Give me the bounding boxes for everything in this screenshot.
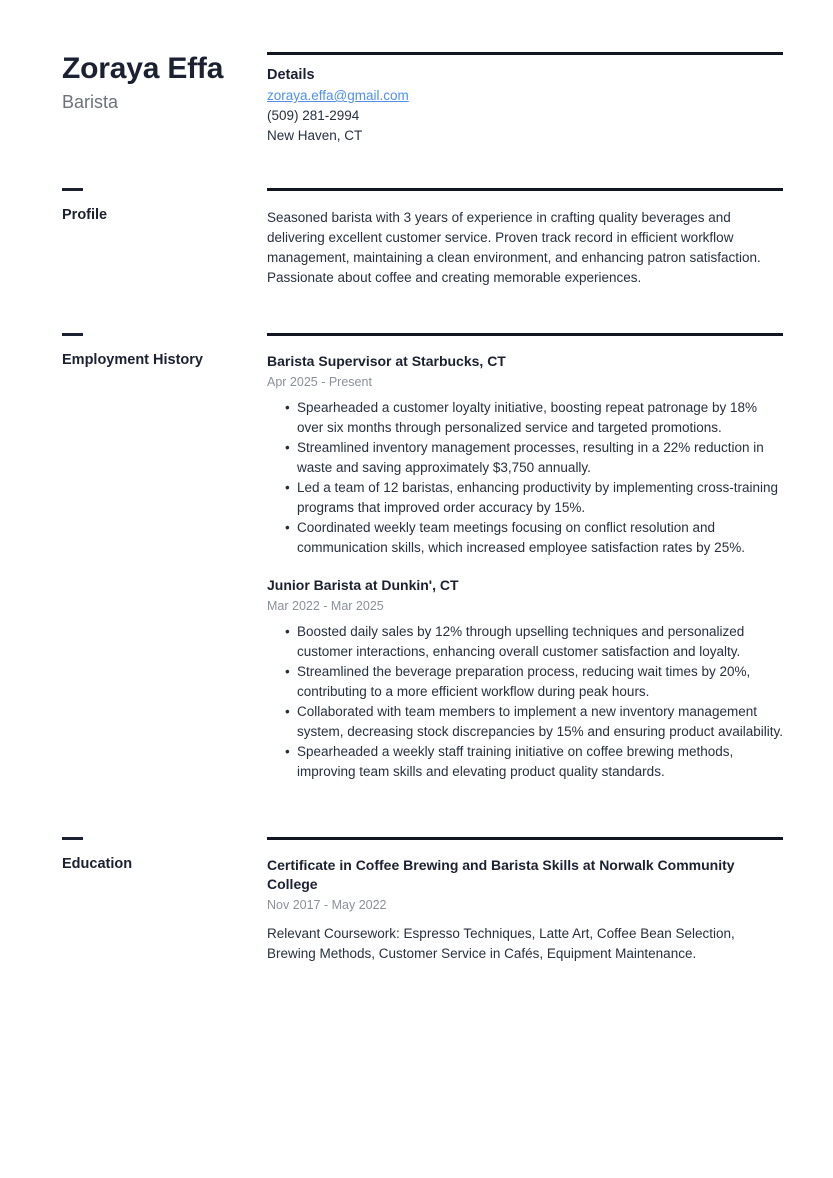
education-section-label: Education xyxy=(62,856,133,872)
employment-entry-bullets xyxy=(267,622,783,782)
education-section xyxy=(0,837,833,964)
list-item: • Spearheaded a customer loyalty initiative, boosting repeat patronage by 18% over six months through personalized service and targeted promotions. xyxy=(267,398,783,438)
employment-section-label: Employment History xyxy=(62,352,203,368)
profile-section xyxy=(0,188,833,288)
email-link[interactable]: zoraya.effa@gmail.com xyxy=(267,88,409,103)
employment-content-column xyxy=(267,333,833,782)
profile-label-column xyxy=(0,188,267,224)
education-label-column xyxy=(0,837,267,873)
employment-entry-bullets xyxy=(267,398,783,558)
list-item: • Spearheaded a weekly staff training initiative on coffee brewing methods, improving team skills and elevating product quality standards. xyxy=(267,742,783,782)
list-item: • Led a team of 12 baristas, enhancing productivity by implementing cross-training programs that improved order accuracy by 15%. xyxy=(267,478,783,518)
employment-entry xyxy=(267,352,783,558)
profile-dash-marker xyxy=(62,188,83,191)
details-column xyxy=(267,52,833,146)
employment-label-column xyxy=(0,333,267,369)
education-entry-description: Relevant Coursework: Espresso Techniques, Latte Art, Coffee Bean Selection, Brewing Methods, Customer Service in Cafés, Equipment Maintenance. xyxy=(267,926,735,961)
employment-divider xyxy=(267,333,783,336)
phone-text: (509) 281-2994 xyxy=(267,108,360,123)
education-divider xyxy=(267,837,783,840)
candidate-name: Zoraya Effa xyxy=(62,52,224,85)
employment-section xyxy=(0,333,833,782)
education-entry-title: Certificate in Coffee Brewing and Barista Skills at Norwalk Community College xyxy=(267,857,735,892)
employment-entry-title: Junior Barista at Dunkin', CT xyxy=(267,577,459,593)
profile-section-label: Profile xyxy=(62,207,108,223)
list-item: • Coordinated weekly team meetings focusing on conflict resolution and communication skills, which increased employee satisfaction rates by 25%. xyxy=(267,518,783,558)
details-divider xyxy=(267,52,783,55)
header-section xyxy=(0,0,833,146)
list-item: • Collaborated with team members to implement a new inventory management system, decreasing stock discrepancies by 15% and ensuring product availability. xyxy=(267,702,783,742)
profile-divider xyxy=(267,188,783,191)
employment-entry xyxy=(267,576,783,782)
employment-entry-title: Barista Supervisor at Starbucks, CT xyxy=(267,353,506,369)
list-item: • Streamlined inventory management processes, resulting in a 22% reduction in waste and saving approximately $3,750 annually. xyxy=(267,438,783,478)
profile-text: Seasoned barista with 3 years of experience in crafting quality beverages and delivering excellent customer service. Proven track record in efficient workflow management, maintaining a clean environment, and enhancing patron satisfaction. Passionate about coffee and creating memorable experiences. xyxy=(267,210,761,285)
header-left-column xyxy=(0,52,267,113)
details-heading: Details xyxy=(267,67,315,83)
employment-dash-marker xyxy=(62,333,83,336)
location-text: New Haven, CT xyxy=(267,128,363,143)
candidate-job-title: Barista xyxy=(62,91,119,112)
list-item: • Streamlined the beverage preparation process, reducing wait times by 20%, contributing to a more efficient workflow during peak hours. xyxy=(267,662,783,702)
education-content-column xyxy=(267,837,833,964)
list-item: • Boosted daily sales by 12% through upselling techniques and personalized customer interactions, enhancing overall customer satisfaction and loyalty. xyxy=(267,622,783,662)
education-entry xyxy=(267,856,783,964)
profile-content-column xyxy=(267,188,833,288)
education-dash-marker xyxy=(62,837,83,840)
employment-entry-date: Apr 2025 - Present xyxy=(267,375,372,389)
education-entry-date: Nov 2017 - May 2022 xyxy=(267,898,387,912)
employment-entry-date: Mar 2022 - Mar 2025 xyxy=(267,599,384,613)
